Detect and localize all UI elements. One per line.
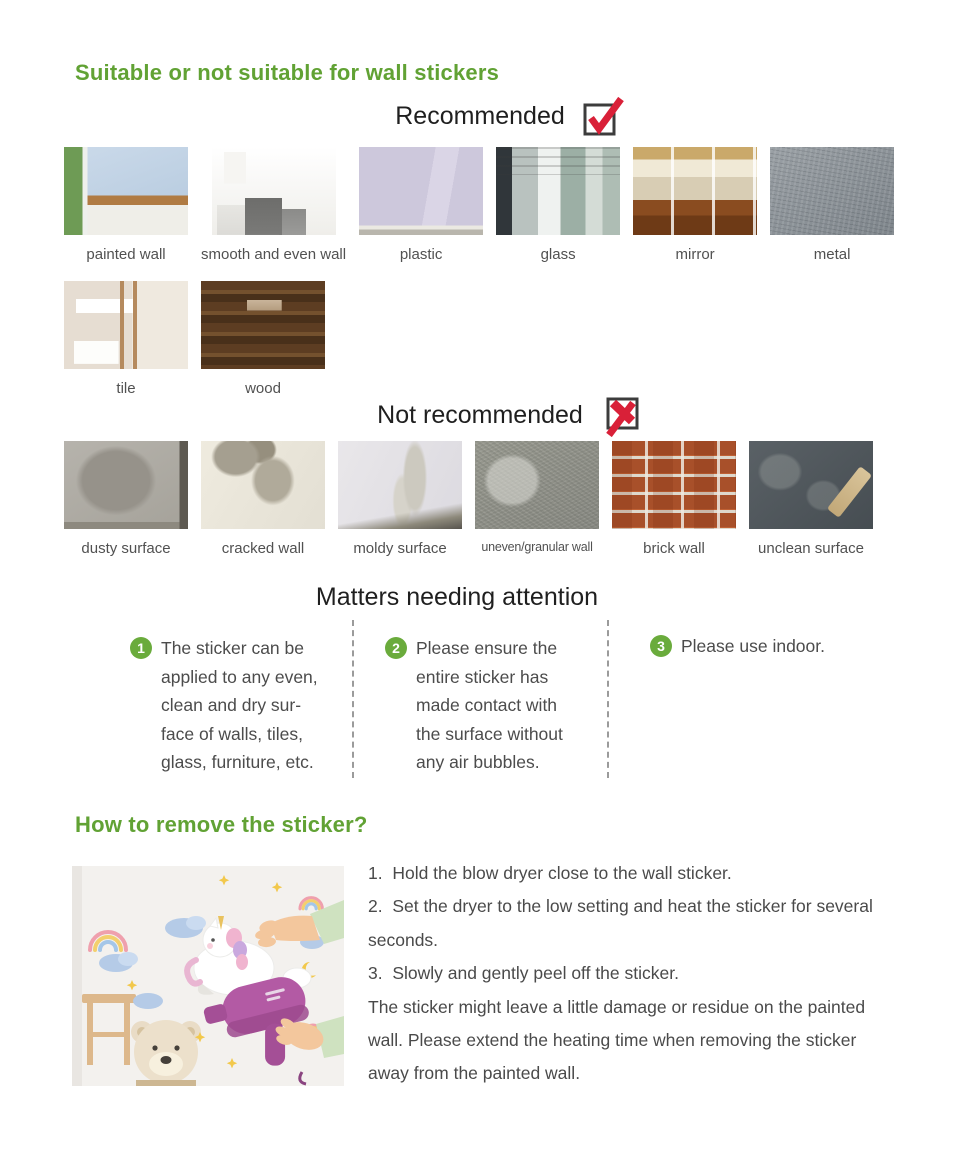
recommended-heading-row [30,94,960,138]
surface-label: unclean surface [758,540,864,557]
surface-tile [201,147,346,263]
attention-item-text: Please ensure the entire sticker has made contact with the surface without any air bubbles. [416,638,563,773]
surface-tile [338,441,462,557]
blow-dryer-sticker-removal-photo [72,866,344,1086]
not-recommended-heading: Not recommended [377,400,583,429]
attention-heading: Matters needing attention [315,583,599,611]
dusty-surface-photo [64,441,188,529]
surface-label: smooth and even wall [201,246,347,263]
surface-tile [201,281,325,397]
surface-label: glass [540,246,576,263]
number-badge: 1 [130,637,152,659]
surface-label: painted wall [86,246,166,263]
surface-label: brick wall [643,540,705,557]
surface-tile [64,147,188,263]
plastic-surface-photo [359,147,483,235]
checkbox-crossed-icon [599,393,643,437]
number-badge: 3 [650,635,672,657]
dashed-divider [607,620,609,778]
surface-label: dusty surface [81,540,171,557]
removal-note: The sticker might leave a little damage or residue on the painted [368,996,866,1017]
removal-step: 1. Hold the blow dryer close to the wall sticker. [368,863,732,883]
removal-step: 2. Set the dryer to the low setting and heat the sticker for several [368,896,873,917]
removal-instructions [368,857,898,1091]
recommended-heading: Recommended [395,101,565,130]
removal-step: 3. Slowly and gently peel off the sticker. [368,963,679,984]
removal-step: seconds. [368,929,439,950]
attention-heading-row [0,583,937,612]
brick-wall-photo [612,441,736,529]
attention-item-2 [385,634,600,777]
surface-label: cracked wall [221,540,305,557]
surface-tile [64,281,188,397]
surface-label: tile [116,380,136,397]
surface-tile [496,147,620,263]
wood-wall-photo [201,281,325,369]
surface-tile [475,441,599,557]
surface-label: moldy surface [353,540,447,557]
surface-tile [201,441,325,557]
surface-tile [359,147,483,263]
removal-note: away from the painted wall. [368,1063,581,1084]
uneven-granular-wall-photo [475,441,599,529]
unclean-surface-photo [749,441,873,529]
attention-item-text: The sticker can be applied to any even, clean and dry sur- face of walls, tiles, glass, furniture, etc. [161,638,318,773]
surface-label: uneven/granular wall [481,540,593,554]
tile-wall-photo [64,281,188,369]
surface-label: plastic [399,246,443,263]
attention-item-1 [130,634,345,777]
removal-note: wall. Please extend the heating time when removing the sticker [368,1030,857,1051]
moldy-surface-photo [338,441,462,529]
surface-label: metal [813,246,851,263]
surface-tile [770,147,894,263]
painted-wall-photo [64,147,188,235]
removal-heading: How to remove the sticker? [75,812,368,837]
not-recommended-surfaces-row [64,441,873,557]
surface-tile [749,441,873,557]
recommended-surfaces-row-2 [64,281,325,397]
metal-surface-photo [770,147,894,235]
surface-tile [633,147,757,263]
glass-wall-photo [496,147,620,235]
surface-label: wood [245,380,281,397]
attention-item-text: Please use indoor. [681,636,825,656]
checkbox-checked-icon [581,94,625,138]
surface-tile [612,441,736,557]
recommended-surfaces-row-1 [64,147,894,263]
mirror-wall-photo [633,147,757,235]
number-badge: 2 [385,637,407,659]
surface-label: mirror [675,246,715,263]
smooth-and-even-wall-photo [212,147,336,235]
cracked-wall-photo [201,441,325,529]
attention-item-3 [650,632,900,661]
not-recommended-heading-row [30,393,960,437]
dashed-divider [352,620,354,778]
page-title: Suitable or not suitable for wall stickers [75,60,500,85]
surface-tile [64,441,188,557]
